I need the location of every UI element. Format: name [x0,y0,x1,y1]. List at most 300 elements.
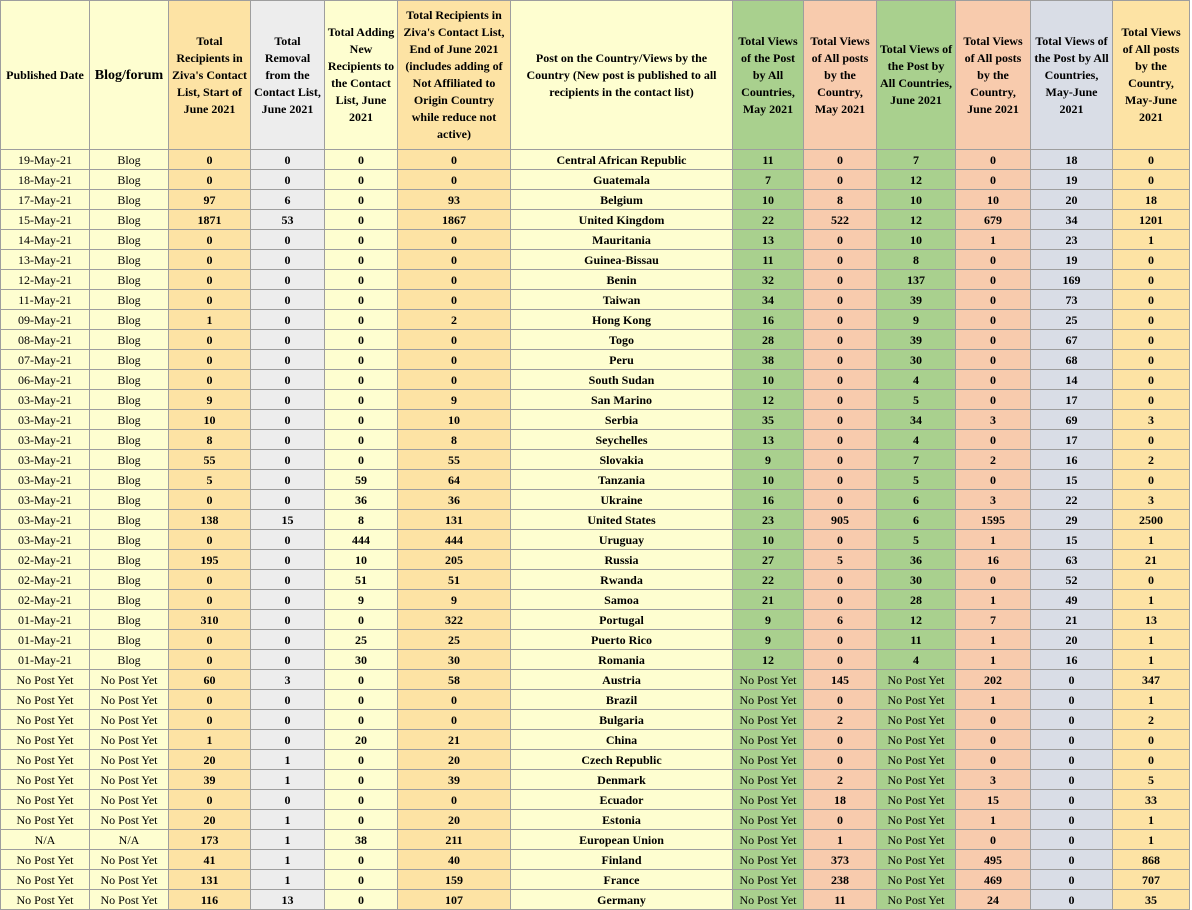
cell-views-post-may[interactable]: 32 [733,270,804,290]
cell-removal[interactable]: 0 [251,290,325,310]
cell-blog-forum[interactable]: N/A [90,830,169,850]
cell-views-country-may[interactable]: 11 [804,890,877,910]
cell-views-post-may[interactable]: 13 [733,430,804,450]
cell-views-country-may-june[interactable]: 0 [1113,730,1190,750]
cell-views-country-june[interactable]: 202 [956,670,1031,690]
cell-recipients-start[interactable]: 0 [169,590,251,610]
cell-views-country-may-june[interactable]: 1 [1113,530,1190,550]
cell-blog-forum[interactable]: Blog [90,270,169,290]
cell-adding-new[interactable]: 20 [325,730,398,750]
cell-views-country-may[interactable]: 0 [804,390,877,410]
cell-views-post-may-june[interactable]: 0 [1031,750,1113,770]
cell-removal[interactable]: 6 [251,190,325,210]
cell-views-country-june[interactable]: 24 [956,890,1031,910]
cell-views-country-may[interactable]: 0 [804,170,877,190]
cell-country[interactable]: Russia [511,550,733,570]
cell-views-country-may-june[interactable]: 21 [1113,550,1190,570]
cell-recipients-end[interactable]: 131 [398,510,511,530]
cell-views-country-may-june[interactable]: 1 [1113,630,1190,650]
cell-recipients-start[interactable]: 5 [169,470,251,490]
cell-views-post-may[interactable]: 9 [733,450,804,470]
cell-views-country-may-june[interactable]: 0 [1113,350,1190,370]
cell-recipients-end[interactable]: 21 [398,730,511,750]
cell-recipients-end[interactable]: 1867 [398,210,511,230]
cell-removal[interactable]: 1 [251,870,325,890]
cell-views-country-may-june[interactable]: 1 [1113,830,1190,850]
cell-views-country-may-june[interactable]: 5 [1113,770,1190,790]
cell-adding-new[interactable]: 0 [325,230,398,250]
cell-views-post-may[interactable]: 9 [733,610,804,630]
cell-views-post-may[interactable]: No Post Yet [733,730,804,750]
cell-published-date[interactable]: 02-May-21 [1,570,90,590]
cell-recipients-start[interactable]: 39 [169,770,251,790]
header-blog-forum[interactable]: Blog/forum [90,1,169,150]
cell-views-country-may[interactable]: 0 [804,430,877,450]
cell-adding-new[interactable]: 0 [325,690,398,710]
cell-published-date[interactable]: No Post Yet [1,810,90,830]
cell-adding-new[interactable]: 0 [325,370,398,390]
cell-views-post-may[interactable]: No Post Yet [733,690,804,710]
cell-adding-new[interactable]: 0 [325,750,398,770]
cell-recipients-start[interactable]: 97 [169,190,251,210]
cell-views-post-may-june[interactable]: 19 [1031,170,1113,190]
cell-removal[interactable]: 13 [251,890,325,910]
cell-views-post-june[interactable]: No Post Yet [877,850,956,870]
cell-published-date[interactable]: No Post Yet [1,870,90,890]
cell-views-post-may[interactable]: No Post Yet [733,830,804,850]
cell-published-date[interactable]: No Post Yet [1,690,90,710]
cell-views-post-may-june[interactable]: 17 [1031,430,1113,450]
cell-views-post-june[interactable]: 4 [877,370,956,390]
header-removal[interactable]: Total Removal from the Contact List, June 2021 [251,1,325,150]
cell-country[interactable]: Brazil [511,690,733,710]
cell-recipients-end[interactable]: 30 [398,650,511,670]
cell-adding-new[interactable]: 0 [325,170,398,190]
cell-blog-forum[interactable]: Blog [90,550,169,570]
cell-blog-forum[interactable]: Blog [90,470,169,490]
cell-views-post-june[interactable]: 36 [877,550,956,570]
cell-recipients-start[interactable]: 1871 [169,210,251,230]
cell-views-post-may[interactable]: No Post Yet [733,770,804,790]
cell-views-post-may[interactable]: 11 [733,150,804,170]
cell-views-post-june[interactable]: 5 [877,470,956,490]
cell-views-post-june[interactable]: 39 [877,330,956,350]
cell-published-date[interactable]: 01-May-21 [1,650,90,670]
cell-country[interactable]: Mauritania [511,230,733,250]
cell-published-date[interactable]: No Post Yet [1,890,90,910]
cell-views-post-may-june[interactable]: 25 [1031,310,1113,330]
cell-published-date[interactable]: 17-May-21 [1,190,90,210]
cell-country[interactable]: South Sudan [511,370,733,390]
cell-views-post-may-june[interactable]: 0 [1031,870,1113,890]
cell-recipients-start[interactable]: 0 [169,790,251,810]
cell-recipients-start[interactable]: 310 [169,610,251,630]
cell-blog-forum[interactable]: Blog [90,190,169,210]
cell-blog-forum[interactable]: Blog [90,210,169,230]
cell-recipients-start[interactable]: 0 [169,170,251,190]
cell-country[interactable]: Czech Republic [511,750,733,770]
cell-country[interactable]: Peru [511,350,733,370]
cell-published-date[interactable]: 12-May-21 [1,270,90,290]
cell-removal[interactable]: 1 [251,830,325,850]
cell-published-date[interactable]: 11-May-21 [1,290,90,310]
cell-recipients-end[interactable]: 20 [398,810,511,830]
cell-views-post-may-june[interactable]: 0 [1031,690,1113,710]
cell-recipients-end[interactable]: 55 [398,450,511,470]
cell-views-post-june[interactable]: No Post Yet [877,830,956,850]
cell-adding-new[interactable]: 51 [325,570,398,590]
cell-removal[interactable]: 0 [251,610,325,630]
cell-views-country-may[interactable]: 0 [804,450,877,470]
cell-views-post-june[interactable]: 34 [877,410,956,430]
cell-views-post-may-june[interactable]: 68 [1031,350,1113,370]
cell-recipients-start[interactable]: 20 [169,750,251,770]
cell-views-country-june[interactable]: 495 [956,850,1031,870]
cell-recipients-start[interactable]: 8 [169,430,251,450]
cell-removal[interactable]: 0 [251,150,325,170]
cell-blog-forum[interactable]: Blog [90,450,169,470]
cell-views-country-may[interactable]: 1 [804,830,877,850]
cell-views-country-june[interactable]: 1 [956,690,1031,710]
cell-views-country-may[interactable]: 0 [804,470,877,490]
cell-blog-forum[interactable]: No Post Yet [90,770,169,790]
cell-published-date[interactable]: 02-May-21 [1,590,90,610]
header-recipients-start[interactable]: Total Recipients in Ziva's Contact List, Start of June 2021 [169,1,251,150]
cell-views-post-june[interactable]: No Post Yet [877,770,956,790]
cell-views-country-may[interactable]: 0 [804,530,877,550]
cell-views-country-june[interactable]: 3 [956,410,1031,430]
cell-views-country-may-june[interactable]: 2 [1113,450,1190,470]
cell-views-post-may-june[interactable]: 0 [1031,850,1113,870]
cell-views-country-june[interactable]: 0 [956,730,1031,750]
cell-views-post-may-june[interactable]: 14 [1031,370,1113,390]
cell-views-post-may[interactable]: No Post Yet [733,790,804,810]
cell-views-post-may-june[interactable]: 49 [1031,590,1113,610]
cell-recipients-start[interactable]: 9 [169,390,251,410]
cell-adding-new[interactable]: 0 [325,430,398,450]
cell-adding-new[interactable]: 25 [325,630,398,650]
cell-country[interactable]: Guinea-Bissau [511,250,733,270]
cell-views-post-may-june[interactable]: 15 [1031,530,1113,550]
cell-views-post-may[interactable]: 16 [733,490,804,510]
cell-views-country-may-june[interactable]: 0 [1113,390,1190,410]
cell-published-date[interactable]: 03-May-21 [1,410,90,430]
cell-removal[interactable]: 0 [251,250,325,270]
cell-views-post-may-june[interactable]: 0 [1031,890,1113,910]
cell-published-date[interactable]: 03-May-21 [1,430,90,450]
cell-views-country-may[interactable]: 5 [804,550,877,570]
cell-views-country-june[interactable]: 1 [956,650,1031,670]
cell-country[interactable]: Seychelles [511,430,733,450]
cell-removal[interactable]: 0 [251,270,325,290]
cell-country[interactable]: Benin [511,270,733,290]
cell-removal[interactable]: 0 [251,630,325,650]
cell-views-post-may-june[interactable]: 34 [1031,210,1113,230]
cell-recipients-start[interactable]: 195 [169,550,251,570]
cell-views-post-june[interactable]: 12 [877,210,956,230]
cell-views-post-june[interactable]: No Post Yet [877,750,956,770]
cell-recipients-start[interactable]: 138 [169,510,251,530]
cell-recipients-start[interactable]: 20 [169,810,251,830]
cell-blog-forum[interactable]: No Post Yet [90,870,169,890]
cell-adding-new[interactable]: 38 [325,830,398,850]
cell-views-country-may-june[interactable]: 1201 [1113,210,1190,230]
cell-views-country-may-june[interactable]: 0 [1113,270,1190,290]
cell-published-date[interactable]: No Post Yet [1,730,90,750]
cell-removal[interactable]: 53 [251,210,325,230]
cell-adding-new[interactable]: 0 [325,890,398,910]
cell-recipients-start[interactable]: 55 [169,450,251,470]
header-views-country-june[interactable]: Total Views of All posts by the Country, June 2021 [956,1,1031,150]
cell-published-date[interactable]: 19-May-21 [1,150,90,170]
cell-views-post-may[interactable]: 10 [733,370,804,390]
cell-country[interactable]: Portugal [511,610,733,630]
cell-views-post-may[interactable]: No Post Yet [733,750,804,770]
cell-blog-forum[interactable]: Blog [90,610,169,630]
cell-recipients-start[interactable]: 0 [169,370,251,390]
cell-views-country-may[interactable]: 0 [804,650,877,670]
header-views-post-may-june[interactable]: Total Views of the Post by All Countries, May-June 2021 [1031,1,1113,150]
cell-views-country-may-june[interactable]: 0 [1113,570,1190,590]
cell-adding-new[interactable]: 0 [325,190,398,210]
cell-country[interactable]: Taiwan [511,290,733,310]
cell-country[interactable]: Ecuador [511,790,733,810]
cell-views-post-may-june[interactable]: 16 [1031,650,1113,670]
cell-published-date[interactable]: 01-May-21 [1,610,90,630]
cell-views-post-may[interactable]: 21 [733,590,804,610]
cell-views-country-june[interactable]: 679 [956,210,1031,230]
cell-views-country-may[interactable]: 0 [804,370,877,390]
cell-blog-forum[interactable]: Blog [90,630,169,650]
cell-recipients-end[interactable]: 51 [398,570,511,590]
cell-removal[interactable]: 0 [251,310,325,330]
cell-views-country-june[interactable]: 16 [956,550,1031,570]
cell-views-country-may-june[interactable]: 1 [1113,810,1190,830]
cell-views-post-may-june[interactable]: 0 [1031,710,1113,730]
cell-published-date[interactable]: No Post Yet [1,770,90,790]
cell-recipients-end[interactable]: 444 [398,530,511,550]
cell-adding-new[interactable]: 0 [325,410,398,430]
cell-views-post-june[interactable]: 28 [877,590,956,610]
cell-views-post-may[interactable]: 12 [733,390,804,410]
cell-views-country-june[interactable]: 7 [956,610,1031,630]
cell-blog-forum[interactable]: Blog [90,250,169,270]
cell-views-country-may[interactable]: 145 [804,670,877,690]
cell-removal[interactable]: 0 [251,790,325,810]
cell-views-country-june[interactable]: 0 [956,310,1031,330]
cell-published-date[interactable]: No Post Yet [1,790,90,810]
cell-views-post-june[interactable]: No Post Yet [877,690,956,710]
cell-recipients-start[interactable]: 0 [169,290,251,310]
cell-views-country-may-june[interactable]: 2 [1113,710,1190,730]
cell-country[interactable]: Samoa [511,590,733,610]
cell-country[interactable]: United States [511,510,733,530]
cell-views-country-june[interactable]: 1 [956,810,1031,830]
cell-views-country-may[interactable]: 0 [804,810,877,830]
cell-recipients-start[interactable]: 0 [169,330,251,350]
cell-views-post-may-june[interactable]: 52 [1031,570,1113,590]
cell-views-post-may-june[interactable]: 0 [1031,790,1113,810]
cell-country[interactable]: Central African Republic [511,150,733,170]
cell-blog-forum[interactable]: Blog [90,410,169,430]
cell-views-country-may[interactable]: 0 [804,270,877,290]
cell-country[interactable]: Puerto Rico [511,630,733,650]
cell-recipients-start[interactable]: 1 [169,730,251,750]
cell-recipients-start[interactable]: 173 [169,830,251,850]
cell-recipients-end[interactable]: 0 [398,270,511,290]
cell-recipients-end[interactable]: 9 [398,390,511,410]
cell-removal[interactable]: 0 [251,450,325,470]
cell-views-country-may[interactable]: 522 [804,210,877,230]
cell-adding-new[interactable]: 0 [325,150,398,170]
cell-adding-new[interactable]: 0 [325,330,398,350]
cell-views-country-may-june[interactable]: 868 [1113,850,1190,870]
cell-blog-forum[interactable]: No Post Yet [90,890,169,910]
cell-views-post-june[interactable]: 10 [877,190,956,210]
cell-views-post-may[interactable]: No Post Yet [733,710,804,730]
cell-adding-new[interactable]: 0 [325,450,398,470]
cell-views-post-may[interactable]: 7 [733,170,804,190]
cell-views-country-may[interactable]: 0 [804,150,877,170]
cell-country[interactable]: Guatemala [511,170,733,190]
cell-recipients-start[interactable]: 0 [169,690,251,710]
cell-adding-new[interactable]: 0 [325,390,398,410]
cell-recipients-end[interactable]: 36 [398,490,511,510]
cell-blog-forum[interactable]: Blog [90,530,169,550]
cell-country[interactable]: Togo [511,330,733,350]
cell-views-post-may-june[interactable]: 29 [1031,510,1113,530]
cell-views-post-may-june[interactable]: 0 [1031,730,1113,750]
cell-views-post-may-june[interactable]: 20 [1031,190,1113,210]
cell-views-post-june[interactable]: 10 [877,230,956,250]
cell-removal[interactable]: 0 [251,410,325,430]
cell-views-country-may[interactable]: 0 [804,230,877,250]
cell-views-country-may[interactable]: 8 [804,190,877,210]
cell-views-post-june[interactable]: 137 [877,270,956,290]
header-recipients-end[interactable]: Total Recipients in Ziva's Contact List, End of June 2021 (includes adding of Not Affiliated to Origin Country while reduce not active) [398,1,511,150]
cell-views-post-may-june[interactable]: 0 [1031,670,1113,690]
cell-blog-forum[interactable]: Blog [90,150,169,170]
cell-views-country-may[interactable]: 0 [804,410,877,430]
cell-blog-forum[interactable]: No Post Yet [90,790,169,810]
cell-views-country-may-june[interactable]: 2500 [1113,510,1190,530]
cell-recipients-end[interactable]: 8 [398,430,511,450]
header-published-date[interactable]: Published Date [1,1,90,150]
cell-adding-new[interactable]: 0 [325,290,398,310]
cell-views-country-may-june[interactable]: 1 [1113,230,1190,250]
cell-adding-new[interactable]: 0 [325,670,398,690]
cell-adding-new[interactable]: 10 [325,550,398,570]
cell-views-country-may[interactable]: 0 [804,490,877,510]
cell-views-post-june[interactable]: No Post Yet [877,730,956,750]
cell-adding-new[interactable]: 0 [325,310,398,330]
cell-recipients-end[interactable]: 10 [398,410,511,430]
cell-blog-forum[interactable]: Blog [90,230,169,250]
cell-blog-forum[interactable]: Blog [90,650,169,670]
cell-recipients-start[interactable]: 0 [169,490,251,510]
cell-country[interactable]: Romania [511,650,733,670]
cell-views-post-june[interactable]: 6 [877,510,956,530]
cell-country[interactable]: Serbia [511,410,733,430]
cell-views-country-may-june[interactable]: 0 [1113,170,1190,190]
cell-views-country-may-june[interactable]: 707 [1113,870,1190,890]
cell-recipients-end[interactable]: 0 [398,170,511,190]
cell-views-country-may-june[interactable]: 18 [1113,190,1190,210]
cell-recipients-end[interactable]: 322 [398,610,511,630]
cell-views-country-may[interactable]: 0 [804,350,877,370]
cell-views-country-may-june[interactable]: 1 [1113,690,1190,710]
cell-views-country-june[interactable]: 0 [956,170,1031,190]
cell-views-post-may[interactable]: 10 [733,190,804,210]
cell-views-post-may-june[interactable]: 21 [1031,610,1113,630]
cell-removal[interactable]: 0 [251,590,325,610]
cell-recipients-end[interactable]: 40 [398,850,511,870]
cell-blog-forum[interactable]: No Post Yet [90,710,169,730]
cell-country[interactable]: United Kingdom [511,210,733,230]
cell-views-country-june[interactable]: 0 [956,150,1031,170]
cell-views-post-june[interactable]: 4 [877,430,956,450]
cell-adding-new[interactable]: 0 [325,870,398,890]
cell-removal[interactable]: 0 [251,690,325,710]
cell-views-country-june[interactable]: 0 [956,370,1031,390]
cell-country[interactable]: Austria [511,670,733,690]
cell-views-post-may[interactable]: 27 [733,550,804,570]
cell-recipients-start[interactable]: 0 [169,570,251,590]
cell-views-country-may[interactable]: 0 [804,290,877,310]
cell-views-post-may[interactable]: 11 [733,250,804,270]
cell-views-country-may-june[interactable]: 0 [1113,430,1190,450]
cell-recipients-end[interactable]: 0 [398,330,511,350]
cell-views-post-may[interactable]: 10 [733,530,804,550]
cell-removal[interactable]: 0 [251,570,325,590]
cell-recipients-end[interactable]: 0 [398,710,511,730]
cell-published-date[interactable]: 13-May-21 [1,250,90,270]
header-views-country-may-june[interactable]: Total Views of All posts by the Country, May-June 2021 [1113,1,1190,150]
cell-recipients-end[interactable]: 64 [398,470,511,490]
cell-recipients-end[interactable]: 0 [398,370,511,390]
cell-country[interactable]: Uruguay [511,530,733,550]
cell-views-country-may-june[interactable]: 0 [1113,290,1190,310]
cell-published-date[interactable]: 06-May-21 [1,370,90,390]
cell-views-country-may[interactable]: 0 [804,750,877,770]
cell-recipients-end[interactable]: 205 [398,550,511,570]
cell-removal[interactable]: 0 [251,550,325,570]
cell-blog-forum[interactable]: No Post Yet [90,670,169,690]
cell-views-post-may[interactable]: 23 [733,510,804,530]
cell-views-country-may[interactable]: 0 [804,310,877,330]
cell-views-post-may-june[interactable]: 16 [1031,450,1113,470]
cell-adding-new[interactable]: 0 [325,710,398,730]
cell-published-date[interactable]: N/A [1,830,90,850]
cell-views-post-may-june[interactable]: 63 [1031,550,1113,570]
cell-views-country-may-june[interactable]: 0 [1113,470,1190,490]
cell-recipients-end[interactable]: 211 [398,830,511,850]
cell-published-date[interactable]: 15-May-21 [1,210,90,230]
cell-views-country-may-june[interactable]: 347 [1113,670,1190,690]
cell-views-post-june[interactable]: No Post Yet [877,710,956,730]
cell-recipients-start[interactable]: 0 [169,270,251,290]
cell-country[interactable]: France [511,870,733,890]
cell-removal[interactable]: 0 [251,330,325,350]
cell-views-country-may[interactable]: 2 [804,710,877,730]
cell-views-country-june[interactable]: 0 [956,430,1031,450]
cell-published-date[interactable]: 03-May-21 [1,510,90,530]
cell-recipients-start[interactable]: 0 [169,230,251,250]
cell-views-post-may-june[interactable]: 169 [1031,270,1113,290]
cell-views-country-june[interactable]: 15 [956,790,1031,810]
cell-views-country-may-june[interactable]: 3 [1113,490,1190,510]
cell-recipients-start[interactable]: 1 [169,310,251,330]
